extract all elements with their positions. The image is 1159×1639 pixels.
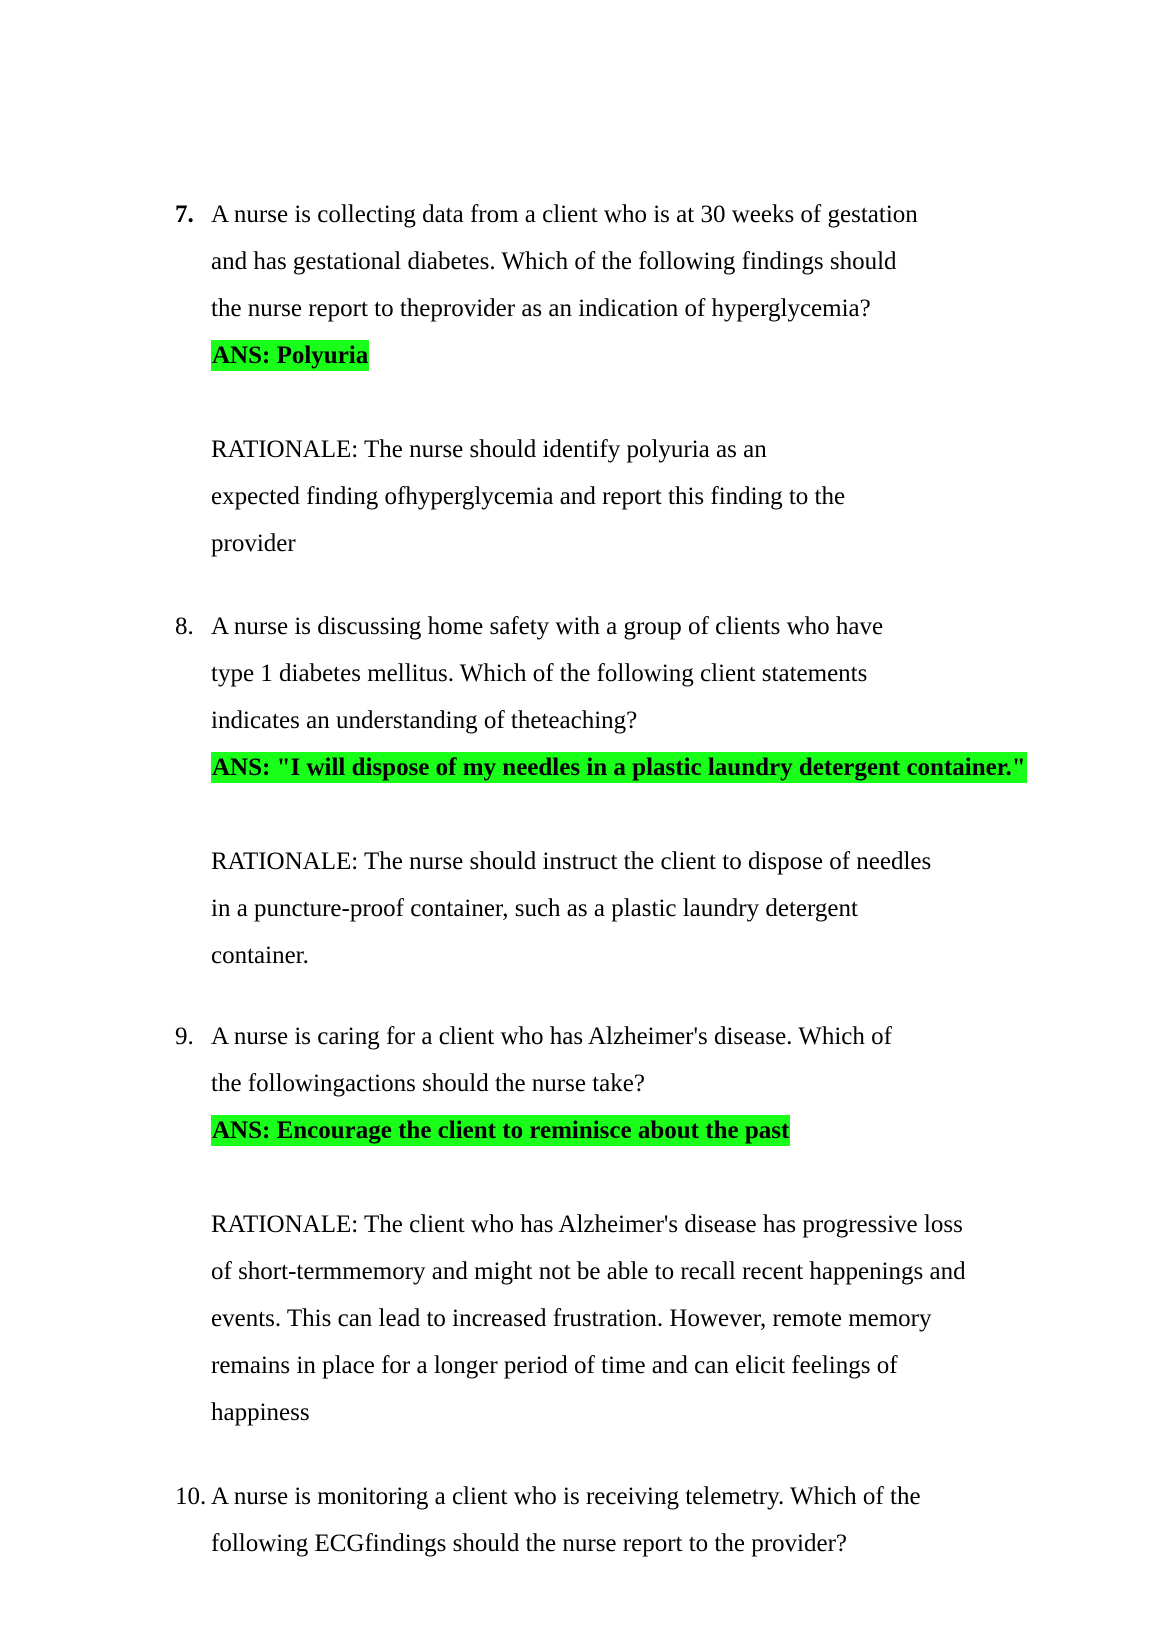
question-text-line: A nurse is discussing home safety with a group of clients who have: [211, 613, 884, 640]
answer-highlight: ANS: Polyuria: [212, 342, 369, 369]
rationale-line: happiness: [211, 1399, 310, 1426]
question-text-line: the nurse report to theprovider as an indication of hyperglycemia?: [211, 295, 871, 322]
rationale-line: RATIONALE: The client who has Alzheimer's disease has progressive loss: [211, 1211, 963, 1238]
answer-highlight: ANS: Encourage the client to reminisce about the past: [212, 1117, 790, 1144]
question-text-line: following ECGfindings should the nurse report to the provider?: [211, 1530, 847, 1557]
question-text-line: A nurse is collecting data from a client who is at 30 weeks of gestation: [211, 201, 918, 228]
question-number: 9.: [175, 1023, 194, 1050]
rationale-line: events. This can lead to increased frustration. However, remote memory: [211, 1305, 932, 1332]
question-number: 7.: [175, 201, 194, 228]
rationale-line: provider: [211, 530, 296, 557]
question-number: 10.: [175, 1483, 207, 1510]
question-text-line: indicates an understanding of theteaching?: [211, 707, 638, 734]
question-body: [211, 1013, 1091, 1436]
question-number: 8.: [175, 613, 194, 640]
question-body: [211, 1473, 1091, 1567]
rationale-line: in a puncture-proof container, such as a plastic laundry detergent: [211, 895, 858, 922]
rationale-line: container.: [211, 942, 309, 969]
rationale-line: RATIONALE: The nurse should instruct the client to dispose of needles: [211, 848, 932, 875]
question-text-line: and has gestational diabetes. Which of the following findings should: [211, 248, 897, 275]
question-text-line: the followingactions should the nurse take?: [211, 1070, 645, 1097]
rationale-line: RATIONALE: The nurse should identify polyuria as an: [211, 436, 767, 463]
answer-highlight: ANS: "I will dispose of my needles in a plastic laundry detergent container.": [212, 754, 1026, 781]
question-text-line: A nurse is caring for a client who has Alzheimer's disease. Which of: [211, 1023, 892, 1050]
rationale-line: remains in place for a longer period of time and can elicit feelings of: [211, 1352, 898, 1379]
question-text-line: A nurse is monitoring a client who is receiving telemetry. Which of the: [211, 1483, 921, 1510]
rationale-line: expected finding ofhyperglycemia and report this finding to the: [211, 483, 846, 510]
question-text-line: type 1 diabetes mellitus. Which of the following client statements: [211, 660, 868, 687]
rationale-line: of short-termmemory and might not be able to recall recent happenings and: [211, 1258, 966, 1285]
question-body: [211, 603, 1091, 979]
question-body: [211, 191, 1091, 567]
